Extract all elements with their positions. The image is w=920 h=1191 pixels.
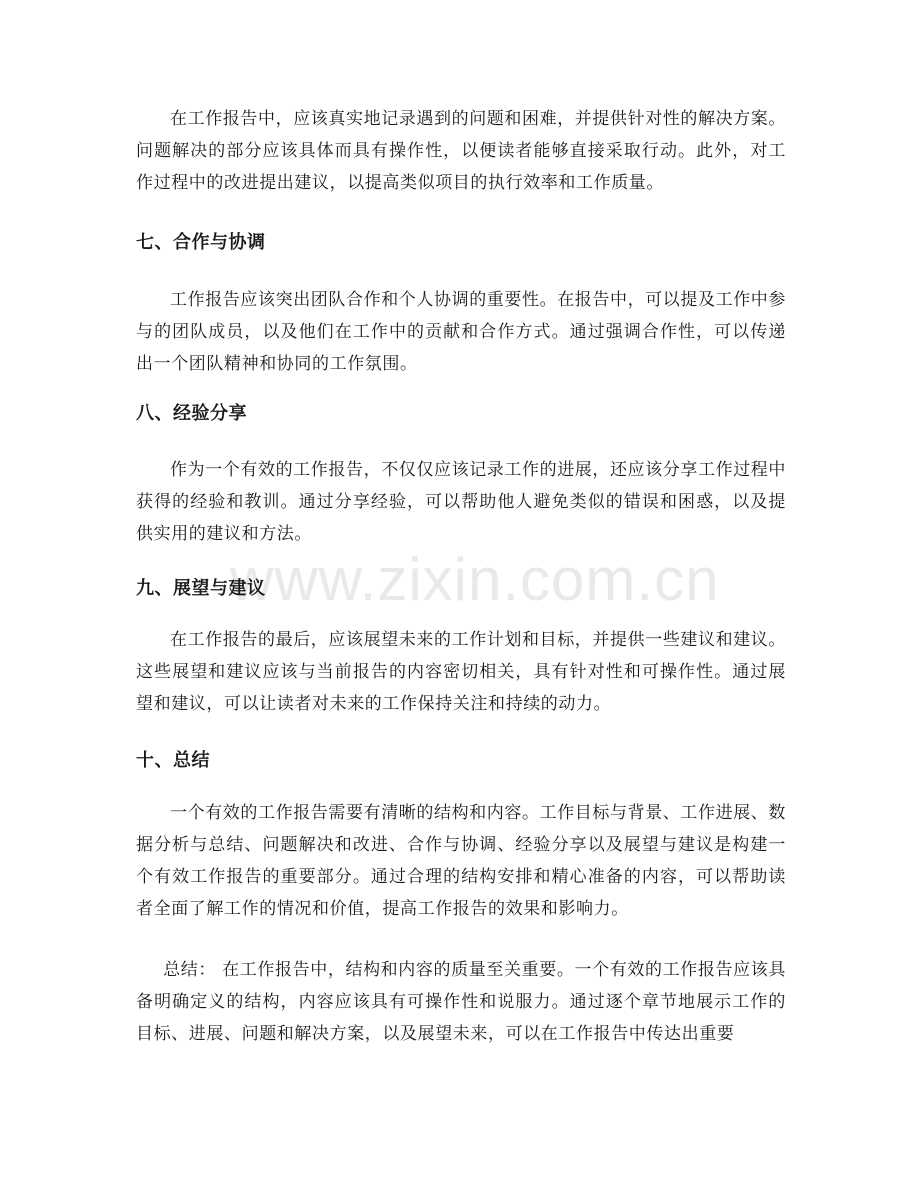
closing-summary-paragraph: 总结： 在工作报告中，结构和内容的质量至关重要。一个有效的工作报告应该具备明确定义的结构，内容应该具有可操作性和说服力。通过逐个章节地展示工作的目标、进展、问题和解决方案，以及展望未来，可以在工作报告中传达出重要: [136, 960, 786, 1044]
section-body-cooperation: 工作报告应该突出团队合作和个人协调的重要性。在报告中，可以提及工作中参与的团队成员，以及他们在工作中的贡献和合作方式。通过强调合作性，可以传递出一个团队精神和协同的工作氛围。: [136, 290, 786, 374]
section-body-outlook: 在工作报告的最后，应该展望未来的工作计划和目标，并提供一些建议和建议。这些展望和建议应该与当前报告的内容密切相关，具有针对性和可操作性。通过展望和建议，可以让读者对未来的工作保持关注和持续的动力。: [136, 630, 786, 714]
problem-solving-paragraph: 在工作报告中，应该真实地记录遇到的问题和困难，并提供针对性的解决方案。问题解决的部分应该具体而具有操作性，以便读者能够直接采取行动。此外，对工作过程中的改进提出建议，以提高类似项目的执行效率和工作质量。: [136, 109, 786, 193]
section-heading-outlook: 九、展望与建议: [136, 578, 266, 599]
section-heading-experience: 八、经验分享: [136, 403, 247, 424]
section-body-experience: 作为一个有效的工作报告，不仅仅应该记录工作的进展，还应该分享工作过程中获得的经验和教训。通过分享经验，可以帮助他人避免类似的错误和困惑，以及提供实用的建议和方法。: [136, 460, 786, 544]
section-heading-cooperation: 七、合作与协调: [136, 232, 266, 253]
section-body-summary: 一个有效的工作报告需要有清晰的结构和内容。工作目标与背景、工作进展、数据分析与总结、问题解决和改进、合作与协调、经验分享以及展望与建议是构建一个有效工作报告的重要部分。通过合理的结构安排和精心准备的内容，可以帮助读者全面了解工作的情况和价值，提高工作报告的效果和影响力。: [136, 803, 786, 919]
section-heading-summary: 十、总结: [136, 750, 210, 771]
watermark: www.zixin.com.cn: [230, 546, 720, 613]
